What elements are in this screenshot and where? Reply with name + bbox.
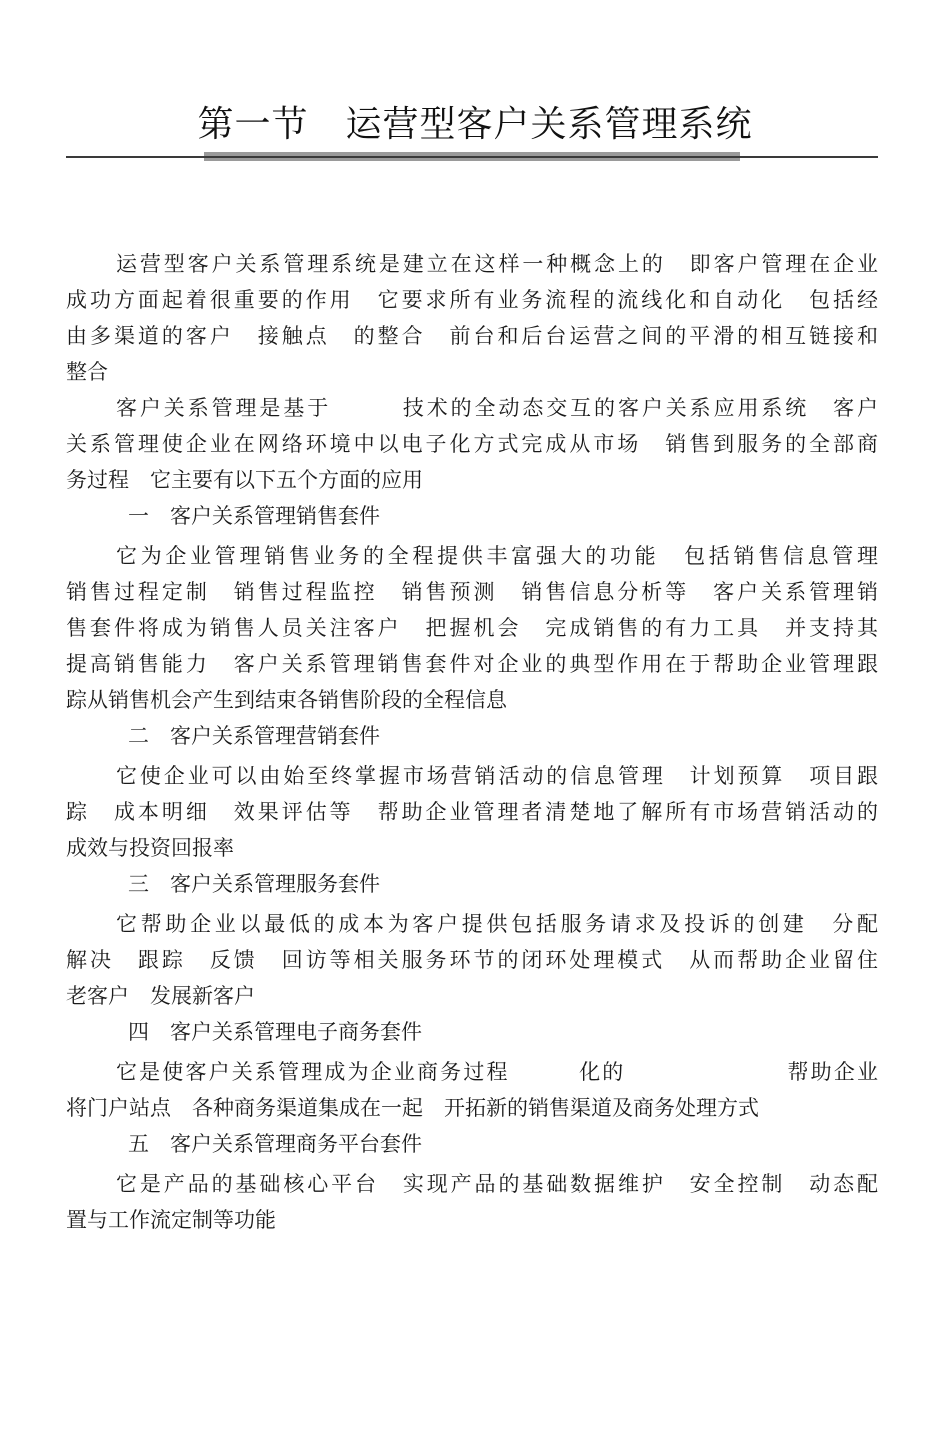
text-line: 解决 跟踪 反馈 回访等相关服务环节的闭环处理模式 从而帮助企业留住: [66, 948, 878, 972]
text-line: 老客户 发展新客户: [66, 984, 255, 1008]
paragraph: [66, 1166, 878, 1238]
subsection-heading: 四 客户关系管理电子商务套件: [128, 1020, 422, 1044]
text-line: 置与工作流定制等功能: [66, 1208, 276, 1232]
subsection-heading: 五 客户关系管理商务平台套件: [128, 1132, 422, 1156]
text-line: 成功方面起着很重要的作用 它要求所有业务流程的流线化和自动化 包括经: [66, 288, 878, 312]
text-line: 整合: [66, 360, 108, 384]
section-title: 第一节 运营型客户关系管理系统: [197, 104, 753, 145]
text-line: 关系管理使企业在网络环境中以电子化方式完成从市场 销售到服务的全部商: [66, 432, 878, 456]
paragraph: [66, 1054, 878, 1126]
text-line: 客户关系管理是基于 技术的全动态交互的客户关系应用系统 客户: [116, 396, 878, 420]
text-line: 踪 成本明细 效果评估等 帮助企业管理者清楚地了解所有市场营销活动的: [66, 800, 878, 824]
subsection-heading: 二 客户关系管理营销套件: [128, 724, 380, 748]
paragraph: [66, 390, 878, 498]
text-line: 务过程 它主要有以下五个方面的应用: [66, 468, 423, 492]
paragraph: [66, 538, 878, 718]
text-line: 将门户站点 各种商务渠道集成在一起 开拓新的销售渠道及商务处理方式: [66, 1096, 759, 1120]
subsection-heading: 一 客户关系管理销售套件: [128, 504, 380, 528]
text-line: 销售过程定制 销售过程监控 销售预测 销售信息分析等 客户关系管理销: [66, 580, 878, 604]
text-line: 它是产品的基础核心平台 实现产品的基础数据维护 安全控制 动态配: [116, 1172, 878, 1196]
title-underline: [66, 156, 878, 158]
text-line: 售套件将成为销售人员关注客户 把握机会 完成销售的有力工具 并支持其: [66, 616, 878, 640]
text-line: 提高销售能力 客户关系管理销售套件对企业的典型作用在于帮助企业管理跟: [66, 652, 878, 676]
text-line: 它是使客户关系管理成为企业商务过程 化的 帮助企业: [116, 1060, 878, 1084]
subsection-heading: 三 客户关系管理服务套件: [128, 872, 380, 896]
text-line: 运营型客户关系管理系统是建立在这样一种概念上的 即客户管理在企业: [116, 252, 878, 276]
paragraph: [66, 246, 878, 390]
text-line: 踪从销售机会产生到结束各销售阶段的全程信息: [66, 688, 507, 712]
paragraph: [66, 758, 878, 866]
paragraph: [66, 906, 878, 1014]
text-line: 它使企业可以由始至终掌握市场营销活动的信息管理 计划预算 项目跟: [116, 764, 878, 788]
text-line: 由多渠道的客户 接触点 的整合 前台和后台运营之间的平滑的相互链接和: [66, 324, 878, 348]
document-body: [66, 246, 878, 1238]
text-line: 它帮助企业以最低的成本为客户提供包括服务请求及投诉的创建 分配: [116, 912, 878, 936]
text-line: 成效与投资回报率: [66, 836, 234, 860]
text-line: 它为企业管理销售业务的全程提供丰富强大的功能 包括销售信息管理: [116, 544, 878, 568]
